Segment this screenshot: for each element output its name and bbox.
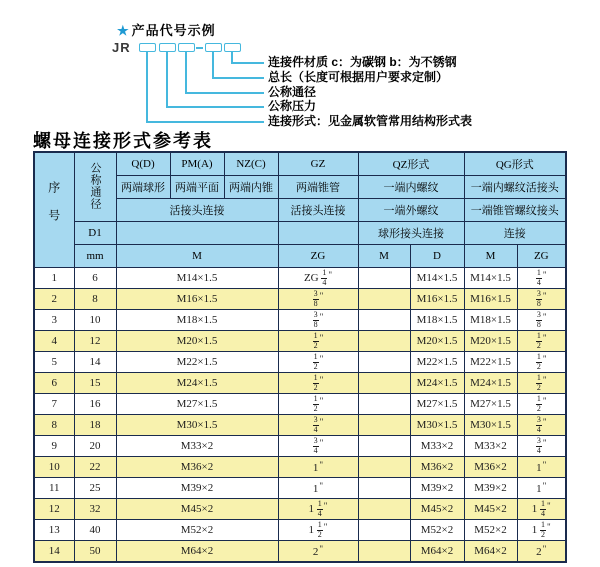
header-conn-gz: 活接头连接 (278, 199, 358, 222)
cell-zg (278, 415, 358, 436)
header-group-pma: PM(A) (170, 152, 224, 176)
cell-m: M39×2 (116, 478, 278, 499)
cell-qg-m: M45×2 (464, 499, 517, 520)
cell-dn: 50 (74, 541, 116, 563)
cell-qg-m: M18×1.5 (464, 310, 517, 331)
header-desc-nzc: 两端内锥 (224, 176, 278, 199)
header-conn-left: 活接头连接 (116, 199, 278, 222)
cell-seq: 10 (34, 457, 74, 478)
cell-m: M64×2 (116, 541, 278, 563)
inch-mark: " (319, 416, 324, 427)
cell-qz-m (358, 331, 410, 352)
inch-mark: " (328, 269, 333, 280)
header-unit-m2: M (358, 245, 410, 268)
cell-dn: 22 (74, 457, 116, 478)
diagram-title (117, 20, 216, 39)
inch-mark: " (323, 521, 328, 532)
leader-line (146, 51, 148, 122)
inch-mark: " (542, 395, 547, 406)
cell-qg-m: M22×1.5 (464, 352, 517, 373)
cell-qz-m (358, 457, 410, 478)
table-body (34, 268, 566, 563)
fraction: $\frac{1}{4}$ (322, 267, 327, 287)
inch-mark: " (542, 416, 547, 427)
cell-dn: 32 (74, 499, 116, 520)
cell-qg-zg (517, 289, 566, 310)
cell-seq: 3 (34, 310, 74, 331)
header-group-qd: Q(D) (116, 152, 170, 176)
inch-mark: " (319, 353, 324, 364)
header-seq (34, 152, 74, 268)
cell-qz-d: M22×1.5 (410, 352, 464, 373)
cell-qg-m: M64×2 (464, 541, 517, 563)
cell-dn: 10 (74, 310, 116, 331)
cell-dn: 20 (74, 436, 116, 457)
leader-line (166, 106, 264, 108)
inch-mark: " (319, 437, 324, 448)
leader-line (212, 77, 264, 79)
cell-qz-m (358, 394, 410, 415)
header-group-qg: QG形式 (464, 152, 566, 176)
inch-mark: " (319, 311, 324, 322)
cell-qz-m (358, 415, 410, 436)
cell-seq: 9 (34, 436, 74, 457)
cell-m: M16×1.5 (116, 289, 278, 310)
fraction: $\frac{1}{4}$ (541, 498, 546, 518)
cell-qz-d: M27×1.5 (410, 394, 464, 415)
cell-qg-m: M27×1.5 (464, 394, 517, 415)
inch-mark: " (542, 269, 547, 280)
reference-table (33, 151, 567, 563)
inch-mark: " (542, 437, 547, 448)
fraction: $\frac{1}{2}$ (313, 393, 318, 413)
cell-qz-d: M18×1.5 (410, 310, 464, 331)
header-conn-qg: 一端锥管螺纹接头 (464, 199, 566, 222)
cell-qg-zg (517, 352, 566, 373)
cell-zg: 1" (278, 478, 358, 499)
header-unit-m1: M (116, 245, 278, 268)
leader-line (166, 51, 168, 108)
cell-qg-zg: 1" (517, 457, 566, 478)
cell-qg-zg (517, 373, 566, 394)
fraction: $\frac{1}{2}$ (317, 519, 322, 539)
cell-m: M33×2 (116, 436, 278, 457)
cell-qz-d: M16×1.5 (410, 289, 464, 310)
cell-qz-d: M33×2 (410, 436, 464, 457)
leader-line (212, 51, 214, 79)
cell-qz-m (358, 268, 410, 289)
fraction: $\frac{1}{2}$ (536, 330, 541, 350)
diagram-title-text: 产品代号示例 (131, 23, 216, 38)
inch-mark: " (319, 374, 324, 385)
inch-mark: " (542, 311, 547, 322)
cell-qz-m (358, 352, 410, 373)
header-row-1 (34, 152, 566, 176)
inch-mark: " (319, 480, 324, 491)
cell-qz-d: M20×1.5 (410, 331, 464, 352)
inch-mark: " (547, 500, 551, 511)
cell-qz-d: M45×2 (410, 499, 464, 520)
cell-qz-m (358, 478, 410, 499)
code-prefix: JR (112, 40, 131, 55)
code-dash (196, 47, 203, 49)
cell-qz-m (358, 520, 410, 541)
cell-m: M45×2 (116, 499, 278, 520)
cell-qg-m: M30×1.5 (464, 415, 517, 436)
cell-seq: 5 (34, 352, 74, 373)
cell-qg-zg: 1 $\frac{1}{2}$ " (517, 520, 566, 541)
fraction: $\frac{3}{8}$ (536, 309, 541, 329)
cell-dn: 40 (74, 520, 116, 541)
cell-zg (278, 310, 358, 331)
table-row (34, 415, 566, 436)
header-unit-zg2: ZG (517, 245, 566, 268)
fraction: $\frac{1}{4}$ (536, 267, 541, 287)
fraction: $\frac{3}{4}$ (313, 414, 318, 434)
cell-dn: 6 (74, 268, 116, 289)
table-row (34, 331, 566, 352)
code-label-pn: 公称压力 (268, 99, 317, 113)
inch-mark: " (542, 290, 547, 301)
inch-mark: " (542, 480, 547, 491)
fraction: $\frac{1}{2}$ (541, 519, 546, 539)
table-head (34, 152, 566, 268)
cell-dn: 18 (74, 415, 116, 436)
header-row-5 (34, 245, 566, 268)
cell-seq: 1 (34, 268, 74, 289)
cell-qz-m (358, 373, 410, 394)
cell-zg: 1 $\frac{1}{2}$ " (278, 520, 358, 541)
inch-mark: " (542, 374, 547, 385)
code-label-material: 连接件材质 c：为碳钢 b：为不锈钢 (268, 55, 457, 69)
cell-qz-d: M52×2 (410, 520, 464, 541)
cell-seq: 4 (34, 331, 74, 352)
cell-m: M27×1.5 (116, 394, 278, 415)
cell-seq: 13 (34, 520, 74, 541)
leader-line (231, 62, 264, 64)
cell-zg: 1 $\frac{1}{4}$ " (278, 499, 358, 520)
table-row (34, 499, 566, 520)
header-empty-2 (278, 222, 358, 245)
leader-line (146, 121, 264, 123)
cell-qz-d: M36×2 (410, 457, 464, 478)
fraction: $\frac{1}{2}$ (313, 351, 318, 371)
cell-qg-zg (517, 310, 566, 331)
table-row (34, 373, 566, 394)
header-ball-conn: 球形接头连接 (358, 222, 464, 245)
cell-seq: 2 (34, 289, 74, 310)
header-unit-zg1: ZG (278, 245, 358, 268)
leader-line (185, 51, 187, 93)
table-row (34, 310, 566, 331)
header-desc-qz: 一端内螺纹 (358, 176, 464, 199)
header-unit-d: D (410, 245, 464, 268)
header-dn (74, 152, 116, 222)
inch-mark: " (319, 332, 324, 343)
cell-qg-m: M16×1.5 (464, 289, 517, 310)
cell-qg-m: M36×2 (464, 457, 517, 478)
header-seq-label: 序号 (46, 180, 61, 237)
cell-dn: 15 (74, 373, 116, 394)
table-row (34, 457, 566, 478)
cell-zg (278, 373, 358, 394)
header-d1: D1 (74, 222, 116, 245)
cell-qz-m (358, 289, 410, 310)
header-group-gz: GZ (278, 152, 358, 176)
cell-seq: 12 (34, 499, 74, 520)
cell-zg (278, 331, 358, 352)
cell-qg-m: M24×1.5 (464, 373, 517, 394)
cell-m: M30×1.5 (116, 415, 278, 436)
cell-zg (278, 352, 358, 373)
code-label-form: 连接形式：见金属软管常用结构形式表 (268, 114, 473, 128)
cell-m: M22×1.5 (116, 352, 278, 373)
cell-dn: 16 (74, 394, 116, 415)
inch-mark: " (542, 332, 547, 343)
inch-mark: " (319, 290, 324, 301)
cell-qz-m (358, 310, 410, 331)
code-label-dn: 公称通径 (268, 85, 317, 99)
inch-mark: " (542, 459, 547, 470)
table-title: 螺母连接形式参考表 (33, 131, 213, 151)
fraction: $\frac{3}{4}$ (536, 414, 541, 434)
cell-m: M18×1.5 (116, 310, 278, 331)
table-row (34, 478, 566, 499)
cell-dn: 8 (74, 289, 116, 310)
cell-qg-zg (517, 436, 566, 457)
star-icon: ★ (117, 23, 130, 38)
header-desc-qg: 一端内螺纹活接头 (464, 176, 566, 199)
table-row (34, 394, 566, 415)
reference-table-wrap (33, 151, 567, 563)
fraction: $\frac{3}{8}$ (313, 288, 318, 308)
inch-mark: " (542, 353, 547, 364)
cell-qz-d: M64×2 (410, 541, 464, 563)
cell-qz-d: M39×2 (410, 478, 464, 499)
inch-mark: " (319, 395, 324, 406)
table-row (34, 541, 566, 563)
cell-zg: 2" (278, 541, 358, 563)
cell-qz-d: M24×1.5 (410, 373, 464, 394)
cell-qg-m: M14×1.5 (464, 268, 517, 289)
cell-m: M52×2 (116, 520, 278, 541)
cell-qg-m: M20×1.5 (464, 331, 517, 352)
fraction: $\frac{3}{4}$ (536, 435, 541, 455)
cell-seq: 11 (34, 478, 74, 499)
cell-qz-m (358, 436, 410, 457)
cell-qz-d: M30×1.5 (410, 415, 464, 436)
header-conn: 连接 (464, 222, 566, 245)
cell-qg-zg: 2" (517, 541, 566, 563)
fraction: $\frac{1}{2}$ (536, 351, 541, 371)
cell-qg-zg (517, 331, 566, 352)
fraction: $\frac{1}{2}$ (536, 372, 541, 392)
cell-dn: 14 (74, 352, 116, 373)
cell-qg-zg (517, 415, 566, 436)
cell-qg-m: M52×2 (464, 520, 517, 541)
cell-zg: ZG $\frac{1}{4}$ " (278, 268, 358, 289)
cell-seq: 8 (34, 415, 74, 436)
table-row (34, 352, 566, 373)
cell-qg-zg: 1" (517, 478, 566, 499)
cell-seq: 7 (34, 394, 74, 415)
table-row (34, 268, 566, 289)
header-desc-pma: 两端平面 (170, 176, 224, 199)
table-row (34, 520, 566, 541)
cell-seq: 6 (34, 373, 74, 394)
header-row-4 (34, 222, 566, 245)
cell-m: M14×1.5 (116, 268, 278, 289)
cell-m: M24×1.5 (116, 373, 278, 394)
fraction: $\frac{3}{4}$ (313, 435, 318, 455)
inch-mark: " (542, 543, 547, 554)
header-unit-m3: M (464, 245, 517, 268)
cell-dn: 12 (74, 331, 116, 352)
header-desc-qd: 两端球形 (116, 176, 170, 199)
cell-seq: 14 (34, 541, 74, 563)
cell-qg-zg: 1 $\frac{1}{4}$ " (517, 499, 566, 520)
fraction: $\frac{3}{8}$ (313, 309, 318, 329)
cell-qg-zg (517, 268, 566, 289)
inch-mark: " (319, 459, 324, 470)
fraction: $\frac{1}{4}$ (317, 498, 322, 518)
header-dn-label: 公称通径 (89, 161, 101, 210)
cell-qz-d: M14×1.5 (410, 268, 464, 289)
header-group-qz: QZ形式 (358, 152, 464, 176)
fraction: $\frac{1}{2}$ (313, 330, 318, 350)
cell-zg (278, 394, 358, 415)
cell-zg: 1" (278, 457, 358, 478)
header-empty-1 (116, 222, 278, 245)
header-group-nzc: NZ(C) (224, 152, 278, 176)
cell-dn: 25 (74, 478, 116, 499)
fraction: $\frac{1}{2}$ (536, 393, 541, 413)
table-row (34, 436, 566, 457)
table-row (34, 289, 566, 310)
header-conn-qz: 一端外螺纹 (358, 199, 464, 222)
cell-qz-m (358, 499, 410, 520)
header-mm: mm (74, 245, 116, 268)
code-label-length: 总长（长度可根据用户要求定制） (268, 70, 449, 84)
fraction: $\frac{1}{2}$ (313, 372, 318, 392)
inch-mark: " (319, 543, 324, 554)
cell-qg-m: M33×2 (464, 436, 517, 457)
cell-qz-m (358, 541, 410, 563)
fraction: $\frac{3}{8}$ (536, 288, 541, 308)
leader-line (185, 92, 264, 94)
cell-zg (278, 289, 358, 310)
cell-qg-m: M39×2 (464, 478, 517, 499)
inch-mark: " (323, 500, 328, 511)
cell-m: M20×1.5 (116, 331, 278, 352)
header-desc-gz: 两端锥管 (278, 176, 358, 199)
cell-zg (278, 436, 358, 457)
cell-m: M36×2 (116, 457, 278, 478)
inch-mark: " (547, 521, 551, 532)
cell-qg-zg (517, 394, 566, 415)
